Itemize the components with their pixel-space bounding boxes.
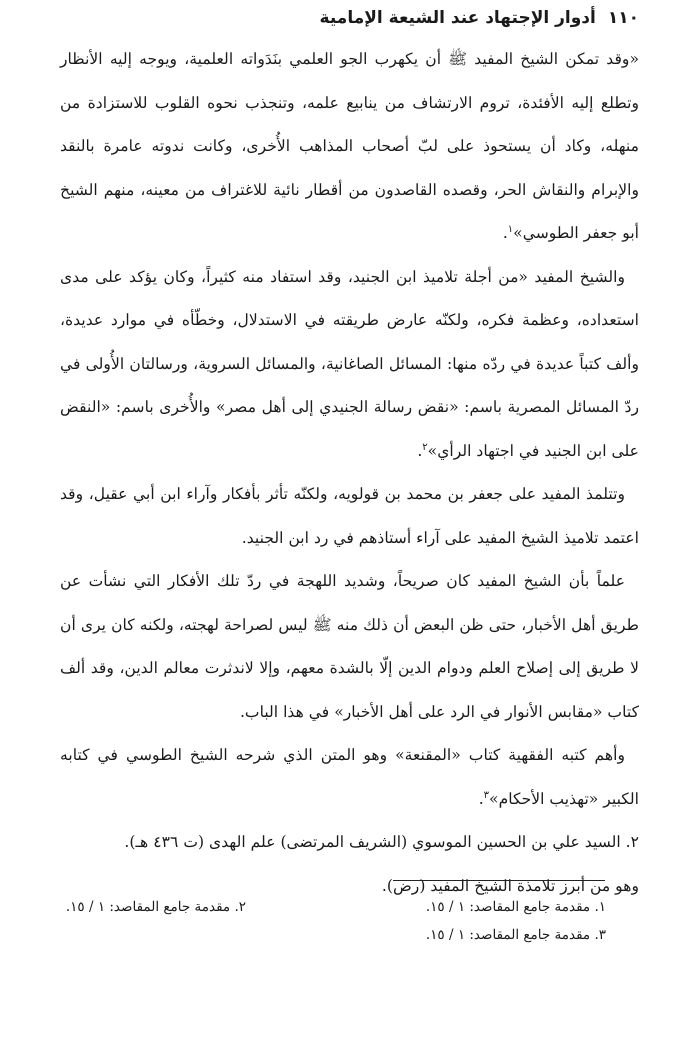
paragraph-4 xyxy=(60,560,639,734)
footnote-3: ٣. مقدمة جامع المقاصد: ١ / ١٥. xyxy=(425,927,606,943)
main-text xyxy=(60,38,639,908)
running-title: أدوار الإجتهاد عند الشيعة الإمامية xyxy=(319,8,596,28)
paragraph-2-text: والشيخ المفيد «من أجلة تلاميذ ابن الجنيد، وقد استفاد منه كثيراً، وكان يؤكد على مدى استعداده، وعظمة فكره، ولكنّه عارض طريقته في الاستدلال، وخطّأه في موارد عديدة، وألف كتباً عديدة في ردّه منها: المسائل الصاغانية، والمسائل السروية، ورسالتان الأُولى في ردّ المسائل المصرية باسم: «نقض رسالة الجنيدي إلى أهل مصر» والأُخرى باسم: «النقض على ابن الجنيد في اجتهاد الرأي» xyxy=(60,267,639,460)
paragraph-5-text: وأهم كتبه الفقهية كتاب «المقنعة» وهو المتن الذي شرحه الشيخ الطوسي في كتابه الكبير «تهذيب الأحكام» xyxy=(60,746,639,808)
footnote-2: ٢. مقدمة جامع المقاصد: ١ / ١٥. xyxy=(65,899,246,915)
paragraph-3-text: وتتلمذ المفيد على جعفر بن محمد بن قولويه، ولكنّه تأثر بأفكار وآراء ابن أبي عقيل، وقد اعتمد تلاميذ الشيخ المفيد على آراء أستاذهم في رد ابن الجنيد. xyxy=(60,485,639,547)
footnote-1: ١. مقدمة جامع المقاصد: ١ / ١٥. xyxy=(425,899,606,915)
paragraph-5 xyxy=(60,734,639,821)
paragraph-5-end: . xyxy=(478,789,484,808)
footnote-divider xyxy=(393,880,605,881)
numbered-item-line-1: ٢. السيد علي بن الحسين الموسوي (الشريف المرتضى) علم الهدى (ت ٤٣٦ هـ). xyxy=(124,833,639,851)
footnotes xyxy=(66,893,606,953)
numbered-item-line-2: وهو من أبرز تلامذة الشيخ المفيد (رض). xyxy=(381,876,639,895)
paragraph-1-end: . xyxy=(502,224,508,242)
page-number: ١١٠ xyxy=(607,8,639,28)
paragraph-1 xyxy=(60,38,639,256)
footnote-ref-3[interactable]: ٣ xyxy=(483,789,490,801)
footnote-ref-1[interactable]: ١ xyxy=(507,223,514,235)
paragraph-4-text: علماً بأن الشيخ المفيد كان صريحاً، وشديد اللهجة في ردّ تلك الأفكار التي نشأت عن طريق أهل الأخبار، حتى ظن البعض أن ذلك منه ﷺ ليس لصراحة لهجته، ولكنه كان يرى أن لا طريق إلى إصلاح العلم ودوام الدين إلّا بالشدة معهم، وإلا لاندثرت معالم الدين، وقد ألف كتاب «مقابس الأنوار في الرد على أهل الأخبار» في هذا الباب. xyxy=(60,572,639,721)
paragraph-1-text: «وقد تمكن الشيخ المفيد ﷺ أن يكهرب الجو العلمي بنَدَواته العلمية، ويوجه إليه الأنظار وتطلع إليه الأفئدة، تروم الارتشاف من ينابيع علمه، وتنجذب نحوه القلوب للاستزادة من منهله، وكاد أن يستحوذ على لبّ أصحاب المذاهب الأُخرى، وكانت ندوته عامرة بالنقد والإبرام والنقاش الحر، وقصده القاصدون من أقطار نائية للاغتراف من معينه، منهم الشيخ أبو جعفر الطوسي» xyxy=(60,50,639,242)
paragraph-2 xyxy=(60,256,639,474)
running-header xyxy=(60,4,639,32)
paragraph-2-end: . xyxy=(417,441,423,460)
footnote-ref-2[interactable]: ٢ xyxy=(422,441,428,453)
paragraph-3 xyxy=(60,473,639,560)
